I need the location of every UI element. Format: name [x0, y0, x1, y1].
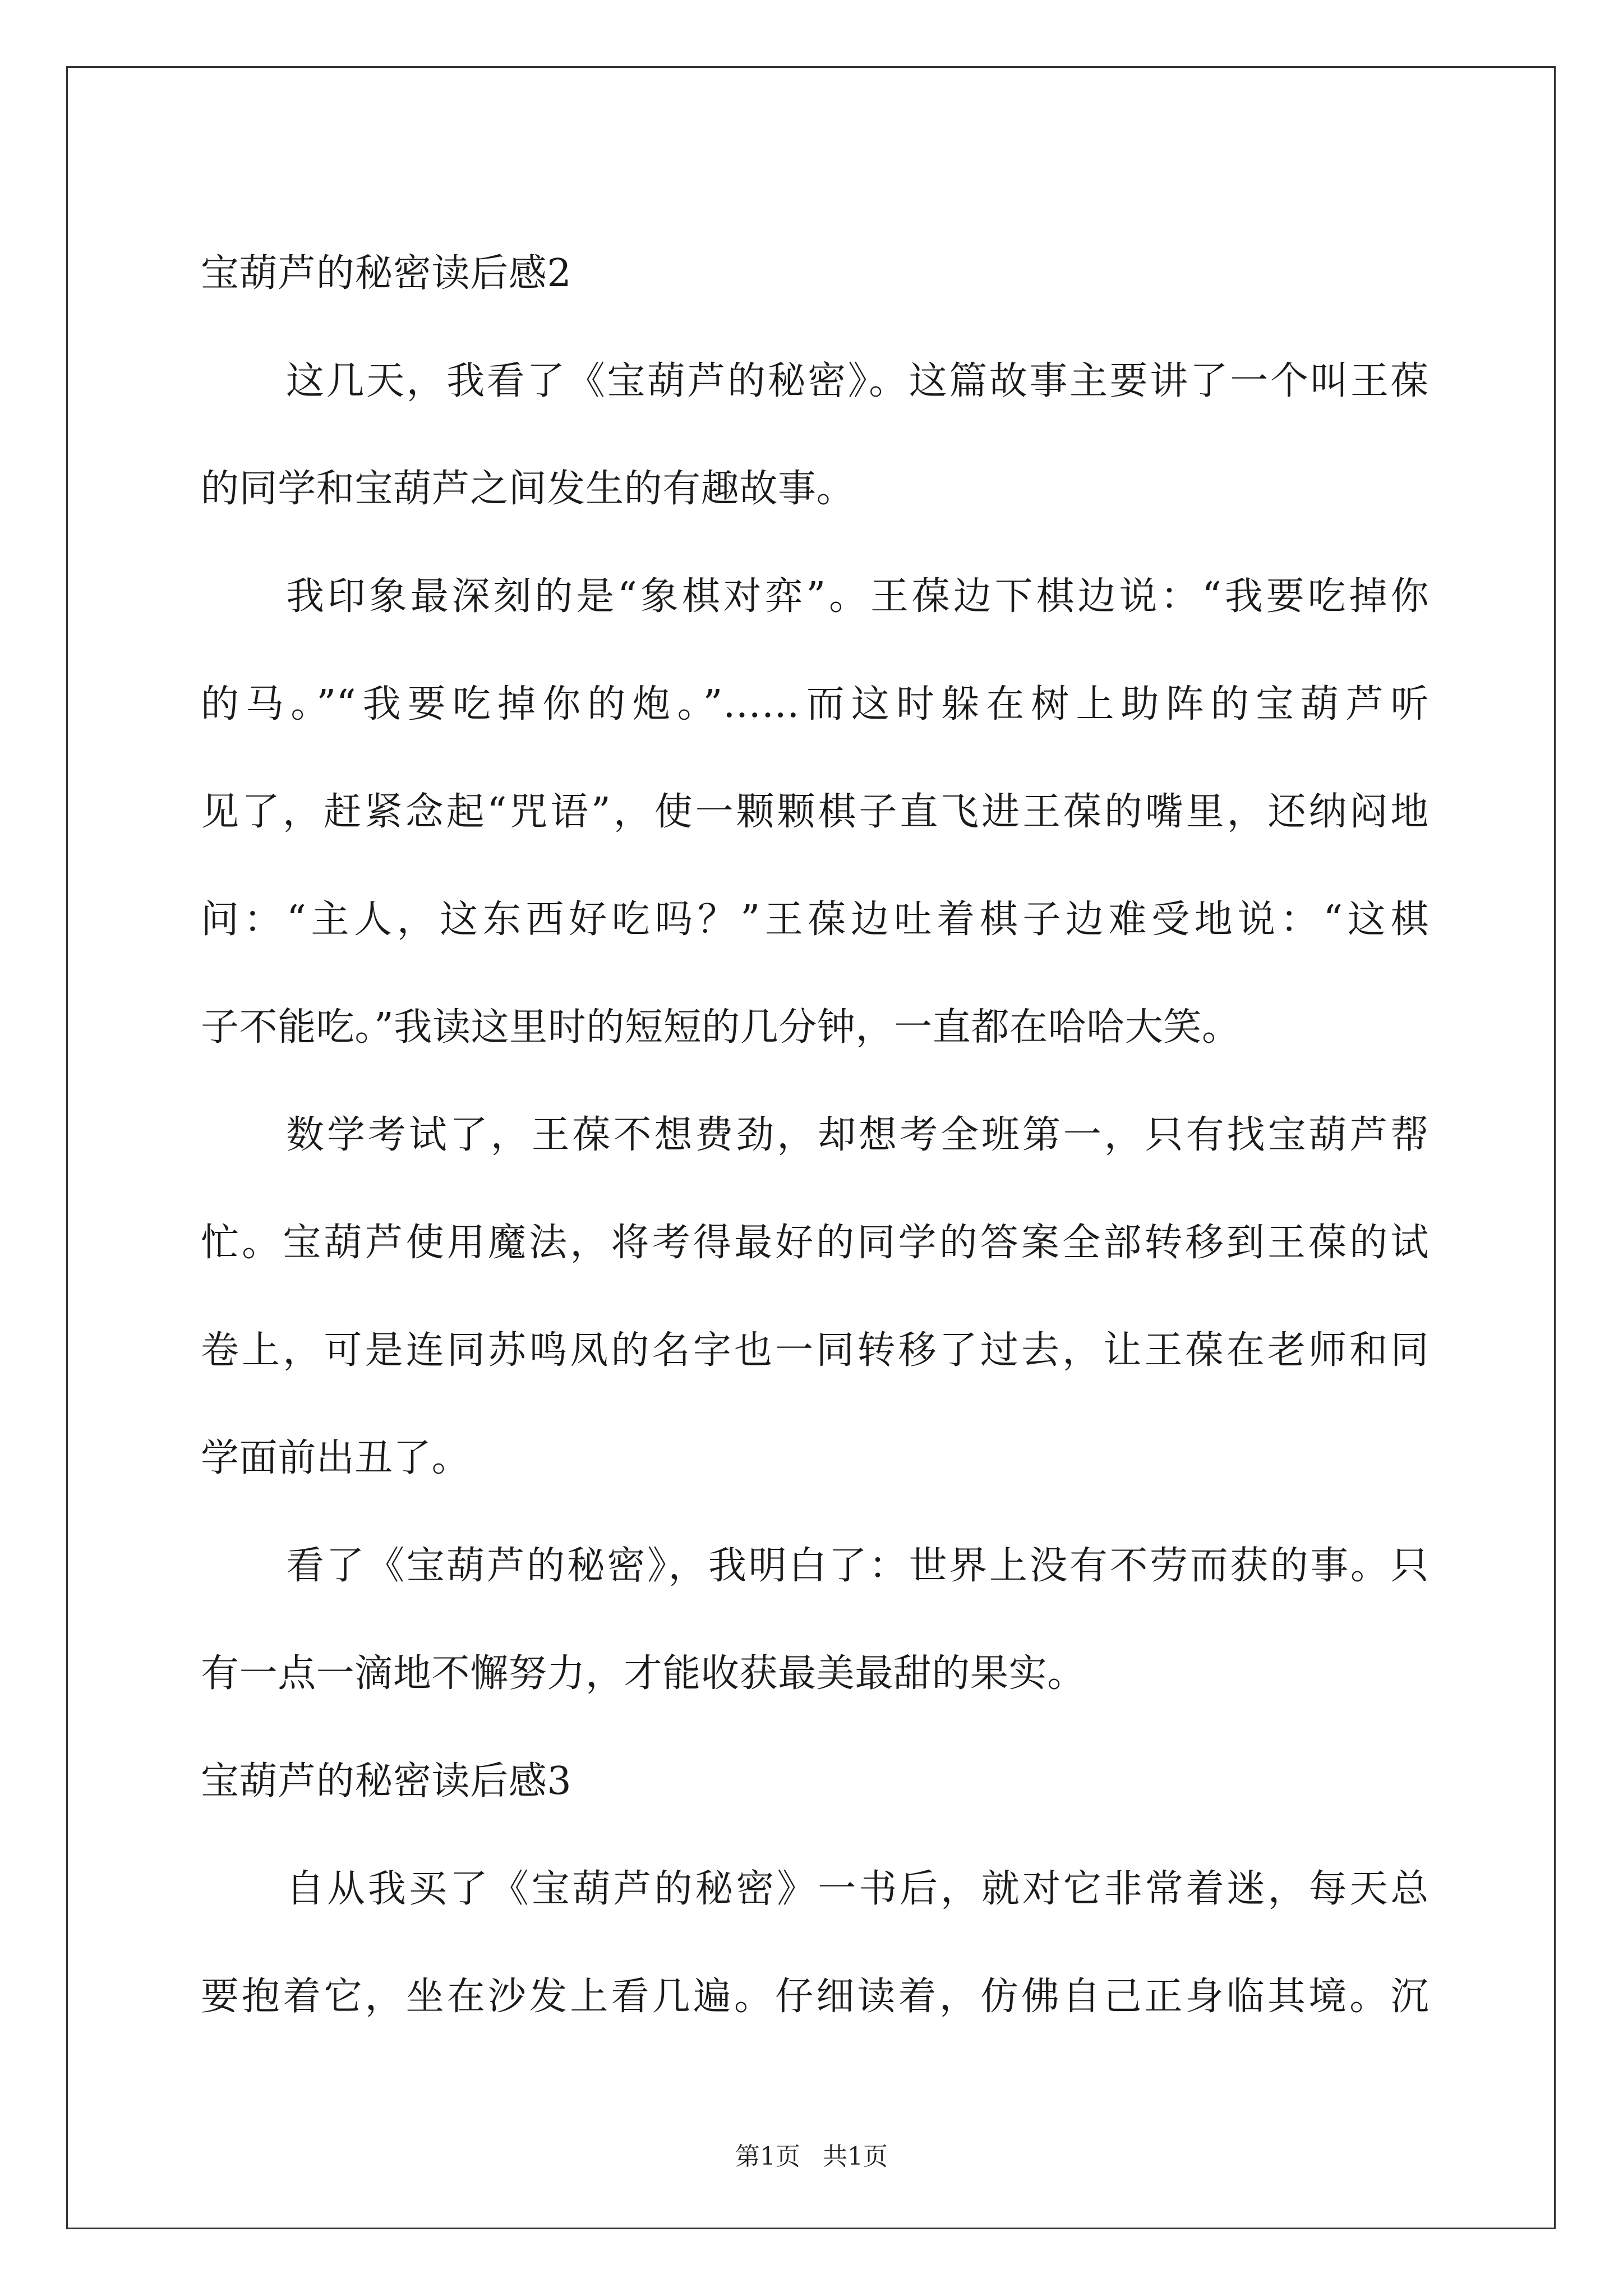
paragraph-line: 我印象最深刻的是“象棋对弈”。王葆边下棋边说：“我要吃掉你 [286, 574, 1429, 619]
paragraph-line: 的同学和宝葫芦之间发生的有趣故事。 [201, 467, 855, 511]
paragraph-line: 有一点一滴地不懈努力，才能收获最美最甜的果实。 [201, 1651, 1086, 1696]
paragraph-line: 问：“主人，这东西好吃吗？”王葆边吐着棋子边难受地说：“这棋 [201, 898, 1429, 942]
paragraph-line: 这几天，我看了《宝葫芦的秘密》。这篇故事主要讲了一个叫王葆 [286, 359, 1429, 403]
paragraph-line: 数学考试了，王葆不想费劲，却想考全班第一，只有找宝葫芦帮 [286, 1113, 1429, 1157]
section-heading: 宝葫芦的秘密读后感2 [201, 251, 572, 296]
paragraph-line: 忙。宝葫芦使用魔法，将考得最好的同学的答案全部转移到王葆的试 [201, 1221, 1429, 1265]
paragraph-line: 要抱着它，坐在沙发上看几遍。仔细读着，仿佛自己正身临其境。沉 [201, 1975, 1429, 2019]
page-footer [0, 2136, 1623, 2172]
paragraph-line: 卷上，可是连同苏鸣凤的名字也一同转移了过去，让王葆在老师和同 [201, 1328, 1429, 1373]
paragraph-line: 自从我买了《宝葫芦的秘密》一书后，就对它非常着迷，每天总 [286, 1867, 1429, 1911]
paragraph-line: 看了《宝葫芦的秘密》，我明白了：世界上没有不劳而获的事。只 [286, 1544, 1429, 1588]
paragraph-line: 的马。”“我要吃掉你的炮。”……而这时躲在树上助阵的宝葫芦听 [201, 682, 1429, 726]
paragraph-line: 子不能吃。”我读这里时的短短的几分钟，一直都在哈哈大笑。 [201, 1005, 1241, 1050]
page-number: 第1页 [735, 2142, 800, 2171]
section-heading: 宝葫芦的秘密读后感3 [201, 1759, 572, 1803]
paragraph-line: 见了，赶紧念起“咒语”，使一颗颗棋子直飞进王葆的嘴里，还纳闷地 [201, 790, 1429, 834]
document-body [201, 220, 1429, 2051]
paragraph-line: 学面前出丑了。 [201, 1436, 471, 1480]
page-count: 共1页 [823, 2142, 888, 2171]
